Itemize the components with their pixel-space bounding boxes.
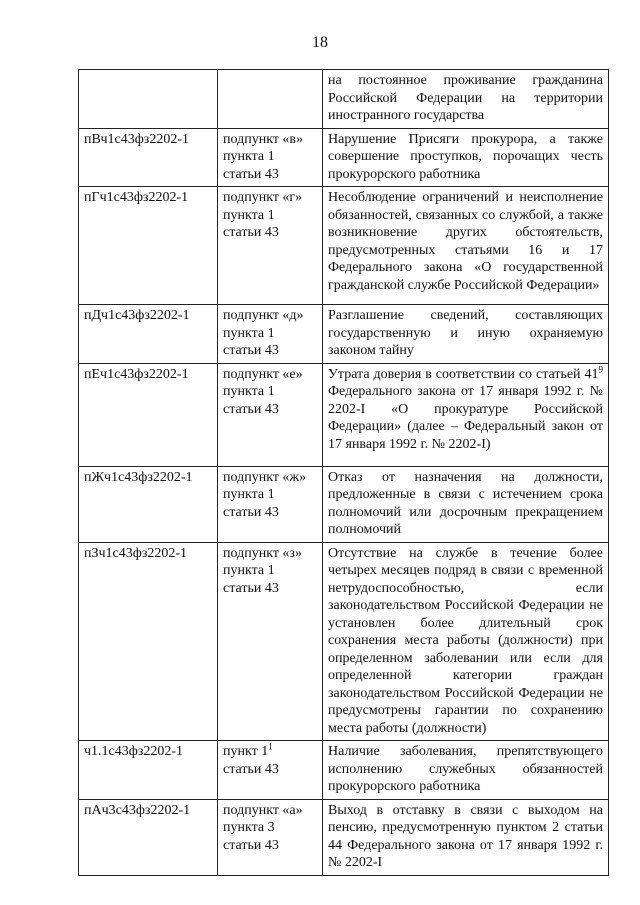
row-description: Наличие заболевания, препятствующего исполнению служебных обязанностей прокурорского работника <box>323 741 609 800</box>
row-reference: подпункт «ж» пункта 1 статьи 43 <box>218 466 323 542</box>
row-code: пЗч1с43фз2202-1 <box>79 542 218 741</box>
row-reference <box>218 741 323 800</box>
row-code: пВч1с43фз2202-1 <box>79 128 218 187</box>
row-reference: подпункт «а» пункта 3 статьи 43 <box>218 799 323 875</box>
row-reference: подпункт «е» пункта 1 статьи 43 <box>218 363 323 466</box>
row-code: пЖч1с43фз2202-1 <box>79 466 218 542</box>
row-description: Нарушение Присяги прокурора, а также совершение проступков, порочащих честь прокурорского работника <box>323 128 609 187</box>
superscript: 1 <box>268 741 273 752</box>
grounds-table <box>78 69 609 876</box>
reference-text: пункт 1 <box>223 744 269 759</box>
row-code: пАч3с43фз2202-1 <box>79 799 218 875</box>
row-description: Отказ от назначения на должности, предложенные в связи с истечением срока полномочий или досрочным прекращением полномочий <box>323 466 609 542</box>
description-text: Федерального закона от 17 января 1992 г. № 2202-I «О прокуратуре Российской Федерации» (далее – Федеральный закон от 17 января 1992 г. № 2202-I) <box>328 384 603 452</box>
table-row <box>79 70 609 129</box>
row-code: пДч1с43фз2202-1 <box>79 305 218 364</box>
row-code: пЕч1с43фз2202-1 <box>79 363 218 466</box>
row-description <box>323 363 609 466</box>
row-reference: подпункт «д» пункта 1 статьи 43 <box>218 305 323 364</box>
row-description: на постоянное проживание гражданина Российской Федерации на территории иностранного государства <box>323 70 609 129</box>
description-text: Утрата доверия в соответствии со статьей 41 <box>328 366 599 382</box>
page-number: 18 <box>312 34 328 51</box>
row-description: Выход в отставку в связи с выходом на пенсию, предусмотренную пунктом 2 статьи 44 Федерального закона от 17 января 1992 г. № 2202-I <box>323 799 609 875</box>
table-row <box>79 363 609 466</box>
table-row <box>79 187 609 305</box>
row-description: Отсутствие на службе в течение более четырех месяцев подряд в связи с временной нетрудоспособностью, если законодательством Российской Федерации не установлен более длительный срок сохранения места работы (должности) при определенном заболевании или если для определенной категории граждан законодательством Российской Федерации не предусмотрены гарантии по сохранению места работы (должности) <box>323 542 609 741</box>
row-description: Несоблюдение ограничений и неисполнение обязанностей, связанных со службой, а также возникновение других обстоятельств, предусмотренных статьями 16 и 17 Федерального закона «О государственной гражданской службе Российской Федерации» <box>323 187 609 305</box>
row-code: пГч1с43фз2202-1 <box>79 187 218 305</box>
row-reference <box>218 70 323 129</box>
row-code <box>79 70 218 129</box>
table-row <box>79 542 609 741</box>
reference-text: статьи 43 <box>223 761 279 777</box>
table-row <box>79 799 609 875</box>
table-row <box>79 466 609 542</box>
superscript: 9 <box>598 363 603 374</box>
table-row <box>79 741 609 800</box>
row-reference: подпункт «г» пункта 1 статьи 43 <box>218 187 323 305</box>
table-row <box>79 128 609 187</box>
row-code: ч1.1с43фз2202-1 <box>79 741 218 800</box>
row-reference: подпункт «в» пункта 1 статьи 43 <box>218 128 323 187</box>
table-row <box>79 305 609 364</box>
row-reference: подпункт «з» пункта 1 статьи 43 <box>218 542 323 741</box>
row-description: Разглашение сведений, составляющих государственную и иную охраняемую законом тайну <box>323 305 609 364</box>
